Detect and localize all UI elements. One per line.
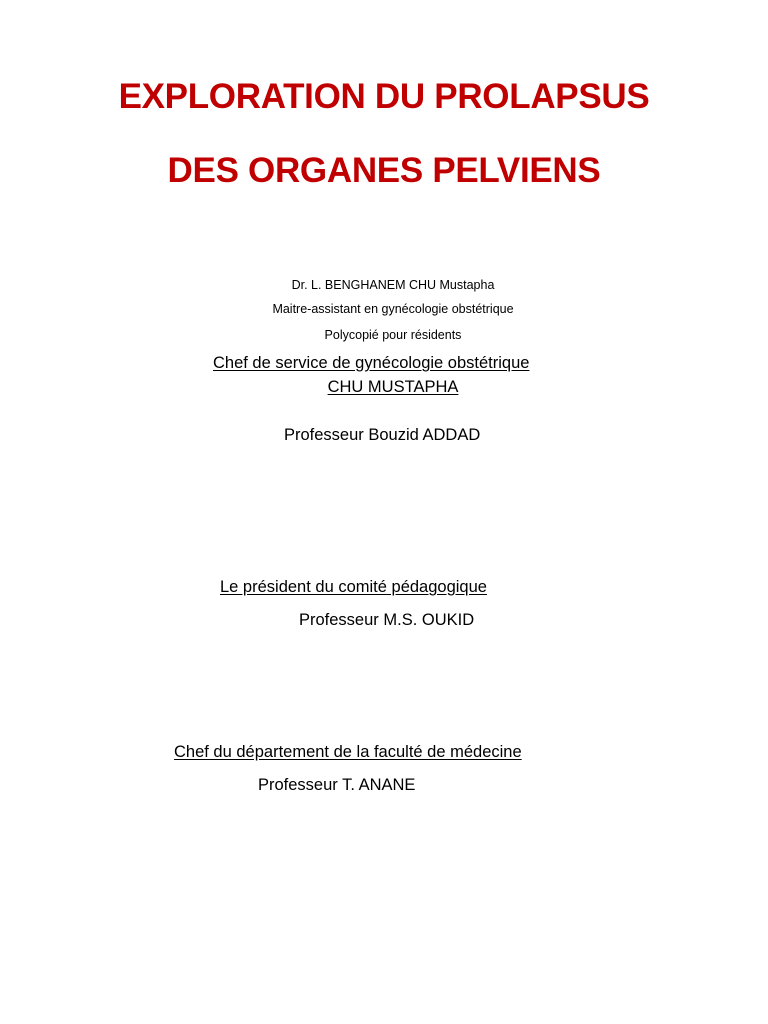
document-title-line-2: DES ORGANES PELVIENS (167, 151, 601, 190)
chief-of-service-organization (0, 377, 768, 397)
committee-president-name: Professeur M.S. OUKID (299, 611, 475, 629)
author-role: Maitre-assistant en gynécologie obstétrique (272, 302, 514, 316)
author-name: Dr. L. BENGHANEM CHU Mustapha (291, 278, 495, 292)
department-chief-title: Chef du département de la faculté de médecine (174, 743, 522, 761)
committee-president-title: Le président du comité pédagogique (220, 578, 487, 596)
department-chief-name: Professeur T. ANANE (258, 776, 416, 794)
document-note: Polycopié pour résidents (324, 328, 462, 342)
chief-of-service-organization-text: CHU MUSTAPHA (327, 378, 459, 396)
document-title-line-1: EXPLORATION DU PROLAPSUS (118, 77, 650, 116)
chief-of-service-name: Professeur Bouzid ADDAD (284, 426, 481, 444)
chief-of-service-title: Chef de service de gynécologie obstétrique (213, 354, 530, 372)
